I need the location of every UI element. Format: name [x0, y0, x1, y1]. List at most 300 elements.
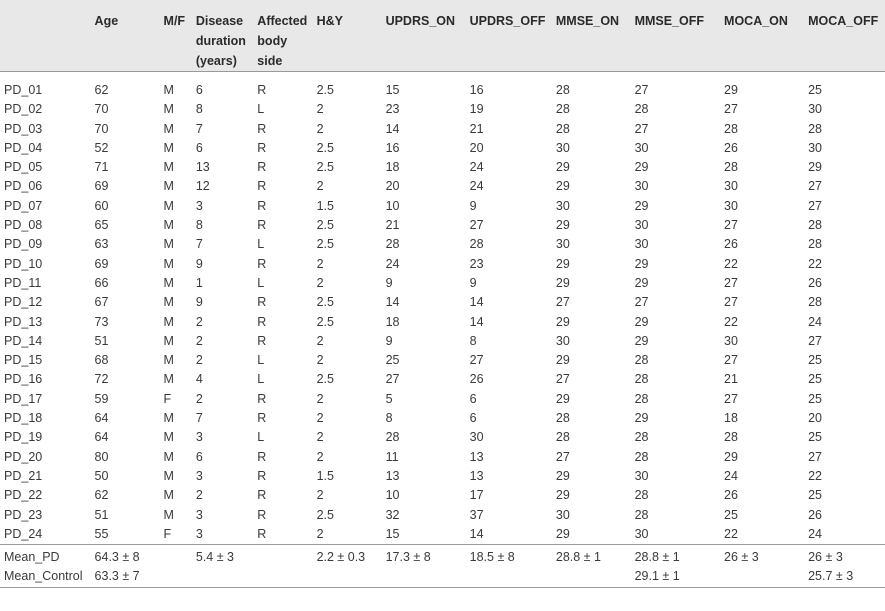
table-cell: M — [163, 256, 174, 271]
table-cell: 25 — [808, 372, 823, 387]
table-cell: L — [257, 275, 265, 290]
table-cell: 24 — [385, 256, 400, 271]
summary-cell: 25.7 ± 3 — [808, 569, 854, 584]
summary-cell — [253, 545, 312, 568]
table-cell: 28 — [634, 488, 649, 503]
table-cell: 2 — [316, 275, 324, 290]
table-cell: 32 — [385, 507, 400, 522]
summary-cell: 29.1 ± 1 — [634, 569, 680, 584]
table-cell: 23 — [385, 102, 400, 117]
table-cell: 28 — [634, 430, 649, 445]
table-cell: M — [163, 83, 174, 97]
table-cell: 27 — [469, 218, 484, 233]
table-cell: 7 — [195, 411, 203, 426]
table-cell: 10 — [385, 488, 400, 503]
row-id-cell: PD_07 — [4, 198, 43, 213]
table-cell: 1.5 — [316, 198, 334, 213]
table-cell: 3 — [195, 468, 203, 483]
table-cell: 29 — [555, 488, 570, 503]
table-cell: 30 — [555, 140, 570, 155]
table-cell: 3 — [195, 430, 203, 445]
table-cell: 2.5 — [316, 160, 334, 175]
table-cell: 7 — [195, 121, 203, 136]
table-cell: 22 — [808, 256, 823, 271]
table-cell: 2 — [195, 353, 203, 368]
row-id-cell: PD_15 — [4, 353, 43, 368]
table-cell: 25 — [808, 83, 823, 97]
table-cell: 23 — [469, 256, 484, 271]
column-header: H&Y — [316, 14, 343, 28]
table-cell: 2.5 — [316, 218, 334, 233]
summary-cell: 17.3 ± 8 — [382, 545, 466, 568]
row-id-cell: PD_19 — [4, 430, 43, 445]
table-cell: 16 — [385, 140, 400, 155]
table-cell: R — [257, 468, 267, 483]
table-cell: 27 — [724, 102, 738, 117]
table-cell: 6 — [469, 391, 477, 406]
table-cell: 28 — [469, 237, 484, 252]
table-row — [0, 197, 885, 216]
table-cell: 10 — [385, 198, 400, 213]
table-cell: M — [163, 102, 174, 117]
table-row — [0, 120, 885, 139]
table-cell: 24 — [724, 468, 738, 483]
table-row — [0, 428, 885, 447]
table-row — [0, 139, 885, 158]
table-cell: 28 — [634, 507, 649, 522]
table-cell: 28 — [634, 372, 649, 387]
table-cell: 25 — [808, 488, 823, 503]
table-cell: 28 — [808, 121, 823, 136]
table-cell: 71 — [94, 160, 109, 175]
summary-row — [0, 545, 885, 568]
column-header: MMSE_ON — [555, 14, 620, 28]
table-cell: 29 — [555, 275, 570, 290]
table-cell: L — [257, 372, 265, 387]
table-cell: 28 — [634, 449, 649, 464]
table-cell: R — [257, 121, 267, 136]
row-id-cell: PD_06 — [4, 179, 43, 194]
table-cell: 27 — [634, 121, 649, 136]
table-cell: 14 — [385, 295, 400, 310]
table-cell: 13 — [195, 160, 210, 175]
table-header-row — [0, 0, 885, 72]
table-cell: 29 — [634, 275, 649, 290]
table-cell: 2 — [316, 449, 324, 464]
summary-cell: 28.8 ± 1 — [631, 545, 720, 568]
table-cell: 2.5 — [316, 140, 334, 155]
table-cell: 13 — [385, 468, 400, 483]
table-row — [0, 525, 885, 545]
table-row — [0, 81, 885, 100]
table-cell: 15 — [385, 526, 400, 541]
row-id-cell: PD_10 — [4, 256, 43, 271]
table-body — [0, 81, 885, 587]
table-cell: 3 — [195, 526, 203, 541]
table-row — [0, 158, 885, 177]
table-cell: 8 — [385, 411, 393, 426]
table-cell: M — [163, 507, 174, 522]
table-cell: R — [257, 179, 267, 194]
table-cell: 29 — [555, 391, 570, 406]
table-cell: R — [257, 507, 267, 522]
table-cell: 64 — [94, 411, 109, 426]
table-cell: 28 — [724, 430, 738, 445]
table-cell: 29 — [634, 333, 649, 348]
table-cell: 2 — [316, 526, 324, 541]
table-cell: 51 — [94, 507, 109, 522]
table-cell: 26 — [808, 507, 823, 522]
table-cell: L — [257, 353, 265, 368]
table-cell: 24 — [469, 179, 484, 194]
column-header: Age — [94, 14, 119, 28]
table-cell: 3 — [195, 198, 203, 213]
table-cell: 2 — [316, 391, 324, 406]
table-cell: 30 — [634, 526, 649, 541]
table-cell: 27 — [724, 218, 738, 233]
table-cell: 66 — [94, 275, 109, 290]
table-cell: 2 — [316, 411, 324, 426]
table-cell: 27 — [724, 295, 738, 310]
table-cell: 27 — [555, 295, 570, 310]
table-cell: 9 — [195, 256, 203, 271]
table-cell: 25 — [808, 430, 823, 445]
row-id-cell: PD_21 — [4, 468, 43, 483]
table-cell: 2 — [316, 121, 324, 136]
summary-cell — [192, 567, 253, 587]
table-cell: 28 — [808, 218, 823, 233]
row-id-cell: PD_12 — [4, 295, 43, 310]
table-cell: 70 — [94, 102, 109, 117]
table-cell: 30 — [555, 198, 570, 213]
table-cell: 28 — [724, 160, 738, 175]
table-cell: 30 — [808, 102, 823, 117]
table-cell: M — [163, 237, 174, 252]
table-cell: 28 — [555, 83, 570, 97]
table-cell: M — [163, 468, 174, 483]
table-cell: 9 — [385, 333, 393, 348]
table-cell: R — [257, 295, 267, 310]
table-cell: 27 — [808, 198, 823, 213]
table-cell: R — [257, 198, 267, 213]
summary-cell — [382, 567, 466, 587]
table-cell: 2 — [195, 488, 203, 503]
table-cell: 12 — [195, 179, 210, 194]
table-cell: 28 — [808, 237, 823, 252]
table-cell: 21 — [469, 121, 484, 136]
table-cell: M — [163, 353, 174, 368]
table-row — [0, 467, 885, 486]
table-cell: 15 — [385, 83, 400, 97]
table-cell: 24 — [469, 160, 484, 175]
table-cell: 20 — [469, 140, 484, 155]
column-header: M/F — [163, 14, 186, 28]
table-cell: 29 — [555, 160, 570, 175]
table-cell: 28 — [555, 121, 570, 136]
table-cell: 29 — [555, 256, 570, 271]
column-header: Disease duration (years) — [195, 14, 246, 68]
table-cell: 59 — [94, 391, 109, 406]
table-cell: 4 — [195, 372, 203, 387]
table-cell: 29 — [634, 256, 649, 271]
table-cell: 14 — [469, 314, 484, 329]
table-cell: 29 — [555, 353, 570, 368]
table-cell: 27 — [724, 391, 738, 406]
table-cell: 2.5 — [316, 83, 334, 97]
table-cell: 29 — [555, 179, 570, 194]
table-cell: 30 — [634, 179, 649, 194]
table-cell: 69 — [94, 256, 109, 271]
table-cell: M — [163, 333, 174, 348]
table-cell: 27 — [724, 275, 738, 290]
table-cell: 27 — [634, 83, 649, 97]
table-cell: 28 — [385, 237, 400, 252]
table-cell: 28 — [555, 102, 570, 117]
row-id-cell: PD_09 — [4, 237, 43, 252]
table-cell: 67 — [94, 295, 109, 310]
table-cell: 30 — [469, 430, 484, 445]
table-cell: 27 — [808, 333, 823, 348]
table-cell: 30 — [808, 140, 823, 155]
table-row — [0, 448, 885, 467]
table-row — [0, 274, 885, 293]
table-cell: M — [163, 198, 174, 213]
summary-label-cell: Mean_PD — [0, 545, 91, 568]
table-cell: 2 — [195, 333, 203, 348]
table-cell: R — [257, 391, 267, 406]
table-cell: 17 — [469, 488, 484, 503]
row-id-cell: PD_20 — [4, 449, 43, 464]
table-cell: 28 — [808, 295, 823, 310]
table-cell: 22 — [724, 314, 738, 329]
table-cell: 2 — [316, 256, 324, 271]
table-cell: 3 — [195, 507, 203, 522]
table-cell: 68 — [94, 353, 109, 368]
table-cell: 6 — [195, 83, 203, 97]
column-header: MOCA_ON — [724, 14, 788, 28]
table-cell: 9 — [469, 275, 477, 290]
table-cell: 28 — [634, 353, 649, 368]
table-cell: M — [163, 372, 174, 387]
table-row — [0, 235, 885, 254]
table-cell: 18 — [724, 411, 738, 426]
table-cell: 2 — [316, 488, 324, 503]
table-cell: 63 — [94, 237, 109, 252]
table-cell: 13 — [469, 468, 484, 483]
table-cell: M — [163, 121, 174, 136]
row-id-cell: PD_23 — [4, 507, 43, 522]
table-cell: 8 — [469, 333, 477, 348]
table-cell: 8 — [195, 102, 203, 117]
summary-cell: 18.5 ± 8 — [466, 545, 552, 568]
table-cell: 2 — [316, 102, 324, 117]
table-cell: 1.5 — [316, 468, 334, 483]
table-cell: 22 — [808, 468, 823, 483]
table-cell: 11 — [385, 449, 399, 464]
table-cell: M — [163, 218, 174, 233]
summary-cell: 28.8 ± 1 — [552, 545, 631, 568]
table-cell: 24 — [808, 526, 823, 541]
table-row — [0, 390, 885, 409]
table-cell: 29 — [634, 314, 649, 329]
table-cell: 27 — [385, 372, 400, 387]
table-cell: 51 — [94, 333, 109, 348]
table-cell: 2 — [316, 430, 324, 445]
row-id-cell: PD_13 — [4, 314, 43, 329]
column-header: MMSE_OFF — [634, 14, 705, 28]
row-id-cell: PD_18 — [4, 411, 43, 426]
table-cell: M — [163, 449, 174, 464]
row-id-cell: PD_01 — [4, 83, 43, 97]
table-cell: R — [257, 314, 267, 329]
table-cell: 72 — [94, 372, 109, 387]
table-row — [0, 409, 885, 428]
row-id-cell: PD_03 — [4, 121, 43, 136]
table-cell: 52 — [94, 140, 109, 155]
table-cell: M — [163, 275, 174, 290]
summary-cell: 64.3 ± 8 — [91, 545, 160, 568]
table-cell: M — [163, 314, 174, 329]
table-cell: 30 — [724, 333, 738, 348]
table-cell: 18 — [385, 314, 400, 329]
table-cell: 64 — [94, 430, 109, 445]
table-cell: 29 — [555, 314, 570, 329]
row-id-cell: PD_14 — [4, 333, 43, 348]
table-cell: 26 — [808, 275, 823, 290]
table-cell: 29 — [555, 468, 570, 483]
table-cell: 21 — [385, 218, 400, 233]
table-cell: 2.5 — [316, 372, 334, 387]
table-cell: 30 — [634, 468, 649, 483]
table-cell: 9 — [385, 275, 393, 290]
summary-cell: 63.3 ± 7 — [94, 569, 140, 584]
table-cell: 22 — [724, 256, 738, 271]
table-cell: 14 — [385, 121, 400, 136]
table-cell: R — [257, 411, 267, 426]
table-cell: 2 — [195, 314, 203, 329]
summary-cell — [313, 567, 382, 587]
table-cell: 29 — [634, 160, 649, 175]
table-cell: 2.5 — [316, 237, 334, 252]
row-id-cell: PD_08 — [4, 218, 43, 233]
summary-cell — [160, 545, 192, 568]
summary-cell — [552, 567, 631, 587]
column-header: MOCA_OFF — [808, 14, 879, 28]
table-cell: 26 — [724, 237, 738, 252]
table-cell: 29 — [555, 218, 570, 233]
table-cell: M — [163, 160, 174, 175]
table-cell: F — [163, 526, 172, 541]
table-cell: 37 — [469, 507, 484, 522]
table-cell: 29 — [555, 526, 570, 541]
table-cell: R — [257, 140, 267, 155]
summary-cell — [160, 567, 192, 587]
table-cell: R — [257, 256, 267, 271]
table-cell: R — [257, 333, 267, 348]
table-cell: 28 — [555, 430, 570, 445]
table-cell: 30 — [555, 237, 570, 252]
table-cell: 27 — [469, 353, 484, 368]
row-id-cell: PD_16 — [4, 372, 43, 387]
table-cell: 69 — [94, 179, 109, 194]
table-cell: 9 — [195, 295, 203, 310]
table-cell: 26 — [724, 488, 738, 503]
table-cell: R — [257, 488, 267, 503]
table-cell: 25 — [724, 507, 738, 522]
summary-cell — [253, 567, 312, 587]
table-cell: 21 — [724, 372, 738, 387]
table-cell: 28 — [634, 102, 649, 117]
table-cell: F — [163, 391, 172, 406]
table-cell: M — [163, 488, 174, 503]
table-cell: 29 — [634, 411, 649, 426]
table-cell: 24 — [808, 314, 823, 329]
table-cell: M — [163, 430, 174, 445]
row-id-cell: PD_05 — [4, 160, 43, 175]
table-cell: 2 — [316, 179, 324, 194]
table-cell: 20 — [808, 411, 823, 426]
column-header: UPDRS_OFF — [469, 14, 546, 28]
table-row — [0, 100, 885, 119]
table-cell: 62 — [94, 83, 109, 97]
summary-row — [0, 567, 885, 587]
table-cell: 25 — [808, 353, 823, 368]
table-cell: M — [163, 295, 174, 310]
table-cell: 29 — [724, 449, 738, 464]
table-cell: 2.5 — [316, 507, 334, 522]
column-header: Affected body side — [257, 14, 308, 68]
summary-cell: 26 ± 3 — [804, 545, 885, 568]
table-cell: 29 — [808, 160, 823, 175]
row-id-cell: PD_04 — [4, 140, 43, 155]
table-cell: 27 — [555, 449, 570, 464]
table-cell: R — [257, 449, 267, 464]
table-cell: M — [163, 140, 174, 155]
table-cell: 30 — [634, 140, 649, 155]
column-header: UPDRS_ON — [385, 14, 456, 28]
table-cell: 27 — [555, 372, 570, 387]
row-id-cell: PD_24 — [4, 526, 43, 541]
table-cell: 55 — [94, 526, 109, 541]
table-cell: 30 — [634, 218, 649, 233]
table-cell: L — [257, 430, 265, 445]
table-cell: 7 — [195, 237, 203, 252]
summary-cell: 5.4 ± 3 — [192, 545, 253, 568]
table-cell: 6 — [195, 449, 203, 464]
table-cell: L — [257, 237, 265, 252]
table-row — [0, 332, 885, 351]
table-cell: 28 — [724, 121, 738, 136]
table-cell: 70 — [94, 121, 109, 136]
table-row — [0, 177, 885, 196]
table-cell: M — [163, 179, 174, 194]
table-cell: 6 — [195, 140, 203, 155]
summary-cell: 26 ± 3 — [720, 545, 804, 568]
table-cell: M — [163, 411, 174, 426]
table-cell: 29 — [724, 83, 738, 97]
summary-cell — [466, 567, 552, 587]
table-cell: 27 — [634, 295, 649, 310]
table-row — [0, 216, 885, 235]
table-cell: 27 — [808, 179, 823, 194]
table-cell: 28 — [555, 411, 570, 426]
table-cell: 20 — [385, 179, 400, 194]
summary-cell: 2.2 ± 0.3 — [313, 545, 382, 568]
table-cell: 2 — [195, 391, 203, 406]
table-row — [0, 293, 885, 312]
table-cell: 22 — [724, 526, 738, 541]
row-id-cell: PD_11 — [4, 275, 42, 290]
